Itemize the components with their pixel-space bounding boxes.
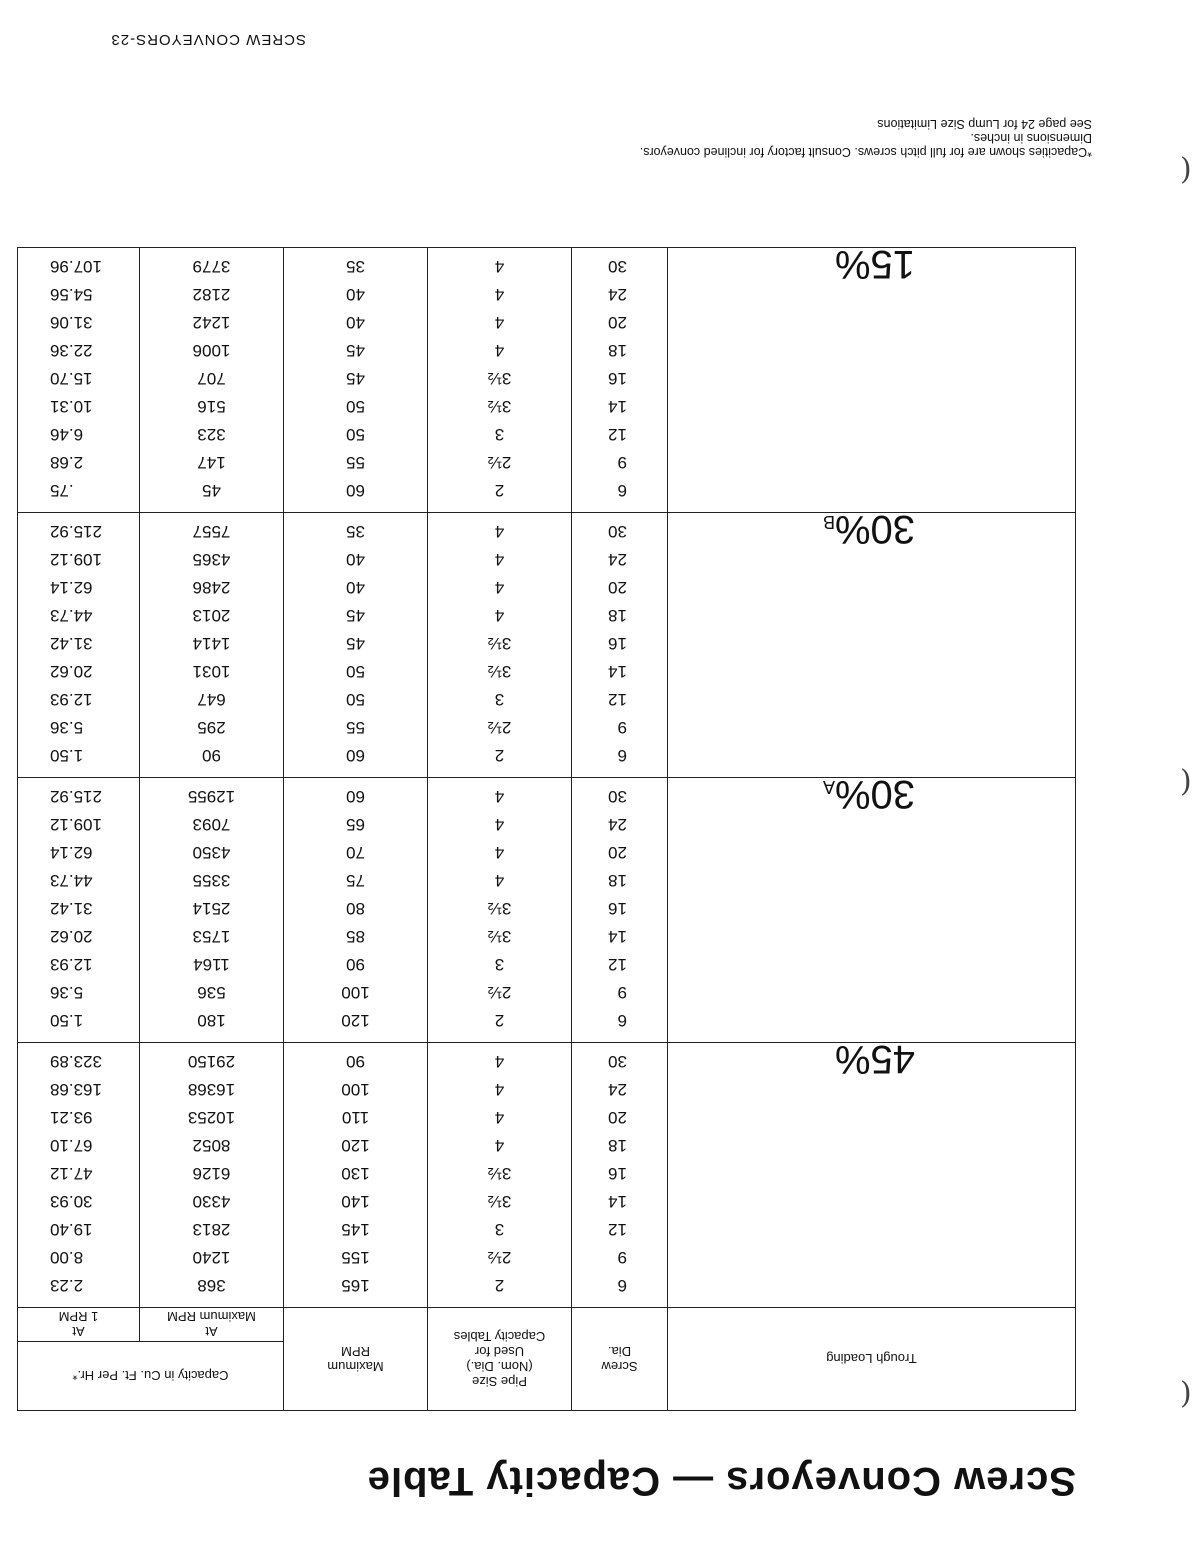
binder-hole-mark: ) <box>1180 764 1192 799</box>
table-value: 3½ <box>487 369 512 388</box>
table-value: 3 <box>494 1220 505 1239</box>
max-rpm-cell <box>284 248 428 513</box>
table-value: 120 <box>341 1136 370 1155</box>
table-value: 20 <box>608 1108 627 1127</box>
table-value: 31.42 <box>50 634 93 653</box>
trough-loading-label: 30%B <box>822 507 915 551</box>
capacity-table-body <box>18 242 1076 1308</box>
table-value: 45 <box>346 341 365 360</box>
table-value: 12 <box>608 690 627 709</box>
trough-loading-cell <box>668 772 1076 1043</box>
footnote-capacities: *Capacities shown are for full pitch screws. Consult factory for inclined conveyors. <box>639 145 1092 159</box>
table-value: 65 <box>346 815 365 834</box>
table-value: 100 <box>341 1080 370 1099</box>
table-value: 4 <box>494 787 505 806</box>
loading-section-row <box>18 248 1076 513</box>
table-value: 24 <box>608 550 627 569</box>
table-value: 165 <box>341 1276 370 1295</box>
table-value: 3½ <box>487 397 512 416</box>
table-value: 2182 <box>192 285 231 304</box>
table-value: 6 <box>617 1011 627 1030</box>
table-value: 295 <box>197 718 226 737</box>
table-value: 2 <box>494 1276 505 1295</box>
table-value: 1.50 <box>50 746 84 765</box>
table-value: 20.62 <box>50 927 93 946</box>
table-value: 50 <box>346 662 365 681</box>
header-max-rpm: Maximum RPM <box>284 1308 428 1411</box>
table-value: 35 <box>346 257 365 276</box>
table-value: 2½ <box>487 983 512 1002</box>
table-value: 4 <box>494 313 505 332</box>
table-value: 109.12 <box>50 815 102 834</box>
table-value: 24 <box>608 285 627 304</box>
table-value: 6 <box>617 746 627 765</box>
table-value: 4 <box>494 1052 505 1071</box>
table-value: 14 <box>608 662 627 681</box>
table-value: 12.93 <box>50 690 93 709</box>
table-value: 180 <box>197 1011 226 1030</box>
trough-loading-label: 30%A <box>822 772 915 816</box>
table-value: 60 <box>346 746 365 765</box>
table-value: 2½ <box>487 718 512 737</box>
table-value: 647 <box>197 690 226 709</box>
table-value: 2.68 <box>50 453 84 472</box>
table-value: 2 <box>494 746 505 765</box>
table-value: 3½ <box>487 634 512 653</box>
table-value: 1242 <box>192 313 231 332</box>
table-value: 2 <box>494 481 505 500</box>
table-value: 3½ <box>487 927 512 946</box>
table-value: 3 <box>494 425 505 444</box>
table-value: 9 <box>617 453 627 472</box>
table-value: 60 <box>346 787 365 806</box>
table-value: 90 <box>202 746 221 765</box>
table-value: 1240 <box>192 1248 231 1267</box>
table-value: 55 <box>346 453 365 472</box>
table-value: 147 <box>197 453 226 472</box>
table-value: 30 <box>608 1052 627 1071</box>
max-rpm-cell <box>284 1043 428 1308</box>
table-value: .75 <box>50 481 74 500</box>
table-value: 4365 <box>192 550 231 569</box>
table-value: 120 <box>341 1011 370 1030</box>
table-value: 45 <box>346 634 365 653</box>
capacity-1-rpm-cell <box>18 513 140 778</box>
table-value: 10253 <box>187 1108 236 1127</box>
table-value: 40 <box>346 285 365 304</box>
trough-loading-label: 45% <box>834 1037 915 1081</box>
table-value: 20 <box>608 843 627 862</box>
table-value: 29150 <box>187 1052 236 1071</box>
table-value: 62.14 <box>50 843 93 862</box>
trough-loading-cell <box>668 242 1076 513</box>
table-value: 163.68 <box>50 1080 102 1099</box>
page-title: Screw Conveyors — Capacity Table <box>366 1459 1076 1503</box>
table-value: 4 <box>494 522 505 541</box>
table-value: 47.12 <box>50 1164 93 1183</box>
binder-hole-mark: ) <box>1180 1376 1192 1411</box>
table-value: 3½ <box>487 899 512 918</box>
table-value: 18 <box>608 606 627 625</box>
table-value: 3½ <box>487 1164 512 1183</box>
table-value: 4330 <box>192 1192 231 1211</box>
capacity-1-rpm-cell <box>18 778 140 1043</box>
table-value: 4 <box>494 341 505 360</box>
capacity-1-rpm-cell <box>18 1043 140 1308</box>
table-value: 45 <box>202 481 221 500</box>
table-value: 1753 <box>192 927 231 946</box>
table-value: 10.31 <box>50 397 93 416</box>
table-value: 9 <box>617 983 627 1002</box>
trough-loading-label: 15% <box>834 242 915 286</box>
table-value: 3½ <box>487 1192 512 1211</box>
table-value: 16 <box>608 899 627 918</box>
footnotes <box>640 117 1092 159</box>
table-value: 18 <box>608 871 627 890</box>
pipe-size-cell <box>428 1043 572 1308</box>
table-value: 12 <box>608 425 627 444</box>
trough-loading-suffix: B <box>822 512 835 532</box>
table-value: 7557 <box>192 522 231 541</box>
trough-loading-suffix: A <box>822 777 835 797</box>
max-rpm-cell <box>284 513 428 778</box>
table-value: 6126 <box>192 1164 231 1183</box>
table-value: 70 <box>346 843 365 862</box>
table-value: 16 <box>608 634 627 653</box>
table-value: 20 <box>608 313 627 332</box>
table-value: 15.70 <box>50 369 93 388</box>
table-value: 2½ <box>487 453 512 472</box>
table-value: 30.93 <box>50 1192 93 1211</box>
table-value: 50 <box>346 425 365 444</box>
screw-dia-cell <box>572 513 668 778</box>
table-value: 75 <box>346 871 365 890</box>
table-value: 67.10 <box>50 1136 93 1155</box>
table-value: 20.62 <box>50 662 93 681</box>
table-value: 90 <box>346 1052 365 1071</box>
table-value: 18 <box>608 1136 627 1155</box>
binder-hole-mark: ) <box>1180 152 1192 187</box>
capacity-1-rpm-cell <box>18 248 140 513</box>
table-value: 60 <box>346 481 365 500</box>
table-value: 215.92 <box>50 522 102 541</box>
table-value: 1.50 <box>50 1011 84 1030</box>
table-value: 40 <box>346 550 365 569</box>
table-value: 35 <box>346 522 365 541</box>
capacity-max-rpm-cell <box>140 248 284 513</box>
table-value: 4 <box>494 257 505 276</box>
table-value: 1164 <box>193 955 230 974</box>
table-value: 90 <box>346 955 365 974</box>
screw-dia-cell <box>572 248 668 513</box>
table-value: 2.23 <box>50 1276 84 1295</box>
table-value: 20 <box>608 578 627 597</box>
table-value: 2013 <box>192 606 231 625</box>
table-value: 30 <box>608 522 627 541</box>
trough-loading-cell <box>668 1037 1076 1308</box>
table-value: 55 <box>346 718 365 737</box>
table-value: 130 <box>341 1164 370 1183</box>
table-value: 12 <box>608 955 627 974</box>
header-at-max-rpm: At Maximum RPM <box>140 1308 284 1342</box>
table-value: 8.00 <box>50 1248 84 1267</box>
pipe-size-cell <box>428 778 572 1043</box>
table-value: 40 <box>346 313 365 332</box>
table-value: 44.73 <box>50 871 93 890</box>
table-value: 18 <box>608 341 627 360</box>
table-value: 516 <box>197 397 226 416</box>
capacity-max-rpm-cell <box>140 513 284 778</box>
table-value: 31.42 <box>50 899 93 918</box>
table-value: 93.21 <box>50 1108 93 1127</box>
footnote-dimensions: Dimensions in inches. <box>970 131 1092 145</box>
capacity-max-rpm-cell <box>140 778 284 1043</box>
table-value: 45 <box>346 369 365 388</box>
table-value: 16 <box>608 1164 627 1183</box>
table-value: 9 <box>617 718 627 737</box>
table-value: 54.56 <box>50 285 93 304</box>
screw-dia-cell <box>572 778 668 1043</box>
table-value: 50 <box>346 397 365 416</box>
table-value: 145 <box>341 1220 370 1239</box>
table-value: 4 <box>494 606 505 625</box>
table-value: 2 <box>494 1011 505 1030</box>
header-capacity-group: Capacity in Cu. Ft. Per Hr.* <box>18 1342 284 1411</box>
table-value: 5.36 <box>50 718 84 737</box>
table-value: 707 <box>197 369 226 388</box>
table-value: 6 <box>617 481 627 500</box>
table-value: 3 <box>494 955 505 974</box>
table-value: 80 <box>346 899 365 918</box>
table-value: 24 <box>608 815 627 834</box>
header-at-1-rpm: At 1 RPM <box>18 1308 140 1342</box>
pipe-size-cell <box>428 248 572 513</box>
header-trough-loading: Trough Loading <box>668 1308 1076 1411</box>
table-value: 323.89 <box>50 1052 102 1071</box>
loading-section-row <box>18 513 1076 778</box>
table-value: 4 <box>494 550 505 569</box>
table-value: 1031 <box>192 662 231 681</box>
table-value: 4 <box>494 871 505 890</box>
table-value: 2486 <box>192 578 231 597</box>
table-value: 109.12 <box>50 550 102 569</box>
table-value: 62.14 <box>50 578 93 597</box>
loading-section-row <box>18 778 1076 1043</box>
table-value: 5.36 <box>50 983 84 1002</box>
table-value: 4 <box>494 815 505 834</box>
table-value: 3355 <box>192 871 231 890</box>
table-value: 44.73 <box>50 606 93 625</box>
header-screw-dia: Screw Dia. <box>572 1308 668 1411</box>
table-value: 536 <box>197 983 226 1002</box>
table-value: 14 <box>608 927 627 946</box>
screw-dia-cell <box>572 1043 668 1308</box>
table-value: 2514 <box>192 899 231 918</box>
footnote-lump-size: See page 24 for Lump Size Limitations <box>877 117 1092 131</box>
table-value: 12.93 <box>50 955 93 974</box>
table-value: 368 <box>197 1276 226 1295</box>
table-value: 4 <box>494 578 505 597</box>
table-value: 45 <box>346 606 365 625</box>
table-value: 50 <box>346 690 365 709</box>
table-value: 4 <box>494 285 505 304</box>
table-value: 24 <box>608 1080 627 1099</box>
table-value: 1414 <box>192 634 231 653</box>
table-value: 40 <box>346 578 365 597</box>
capacity-table <box>17 242 1076 1411</box>
table-value: 4 <box>494 1080 505 1099</box>
table-value: 7093 <box>192 815 231 834</box>
table-value: 100 <box>341 983 370 1002</box>
table-value: 3½ <box>487 662 512 681</box>
table-value: 155 <box>341 1248 370 1267</box>
table-value: 323 <box>197 425 226 444</box>
page-footer: SCREW CONVEYORS-23 <box>110 31 306 48</box>
table-value: 2813 <box>192 1220 231 1239</box>
table-value: 12 <box>608 1220 627 1239</box>
table-value: 14 <box>608 397 627 416</box>
table-value: 4 <box>494 843 505 862</box>
table-value: 30 <box>608 787 627 806</box>
capacity-max-rpm-cell <box>140 1043 284 1308</box>
table-value: 19.40 <box>50 1220 93 1239</box>
table-value: 31.06 <box>50 313 93 332</box>
table-value: 16368 <box>187 1080 236 1099</box>
table-value: 4350 <box>192 843 231 862</box>
table-value: 3779 <box>192 257 231 276</box>
table-value: 140 <box>341 1192 370 1211</box>
table-value: 110 <box>341 1108 370 1127</box>
trough-loading-cell <box>668 507 1076 778</box>
pipe-size-cell <box>428 513 572 778</box>
max-rpm-cell <box>284 778 428 1043</box>
table-value: 85 <box>346 927 365 946</box>
loading-section-row <box>18 1043 1076 1308</box>
table-value: 215.92 <box>50 787 102 806</box>
table-value: 30 <box>608 257 627 276</box>
table-value: 12955 <box>187 787 236 806</box>
table-value: 8052 <box>192 1136 231 1155</box>
table-value: 14 <box>608 1192 627 1211</box>
table-value: 3 <box>494 690 505 709</box>
header-pipe-size: Pipe Size (Nom. Dia.) Used for Capacity Tables <box>428 1308 572 1411</box>
table-value: 1006 <box>192 341 231 360</box>
table-value: 22.36 <box>50 341 93 360</box>
table-value: 6 <box>617 1276 627 1295</box>
table-value: 107.96 <box>50 257 102 276</box>
table-value: 9 <box>617 1248 627 1267</box>
table-value: 16 <box>608 369 627 388</box>
table-value: 4 <box>494 1136 505 1155</box>
table-value: 2½ <box>487 1248 512 1267</box>
table-value: 6.46 <box>50 425 84 444</box>
table-value: 4 <box>494 1108 505 1127</box>
